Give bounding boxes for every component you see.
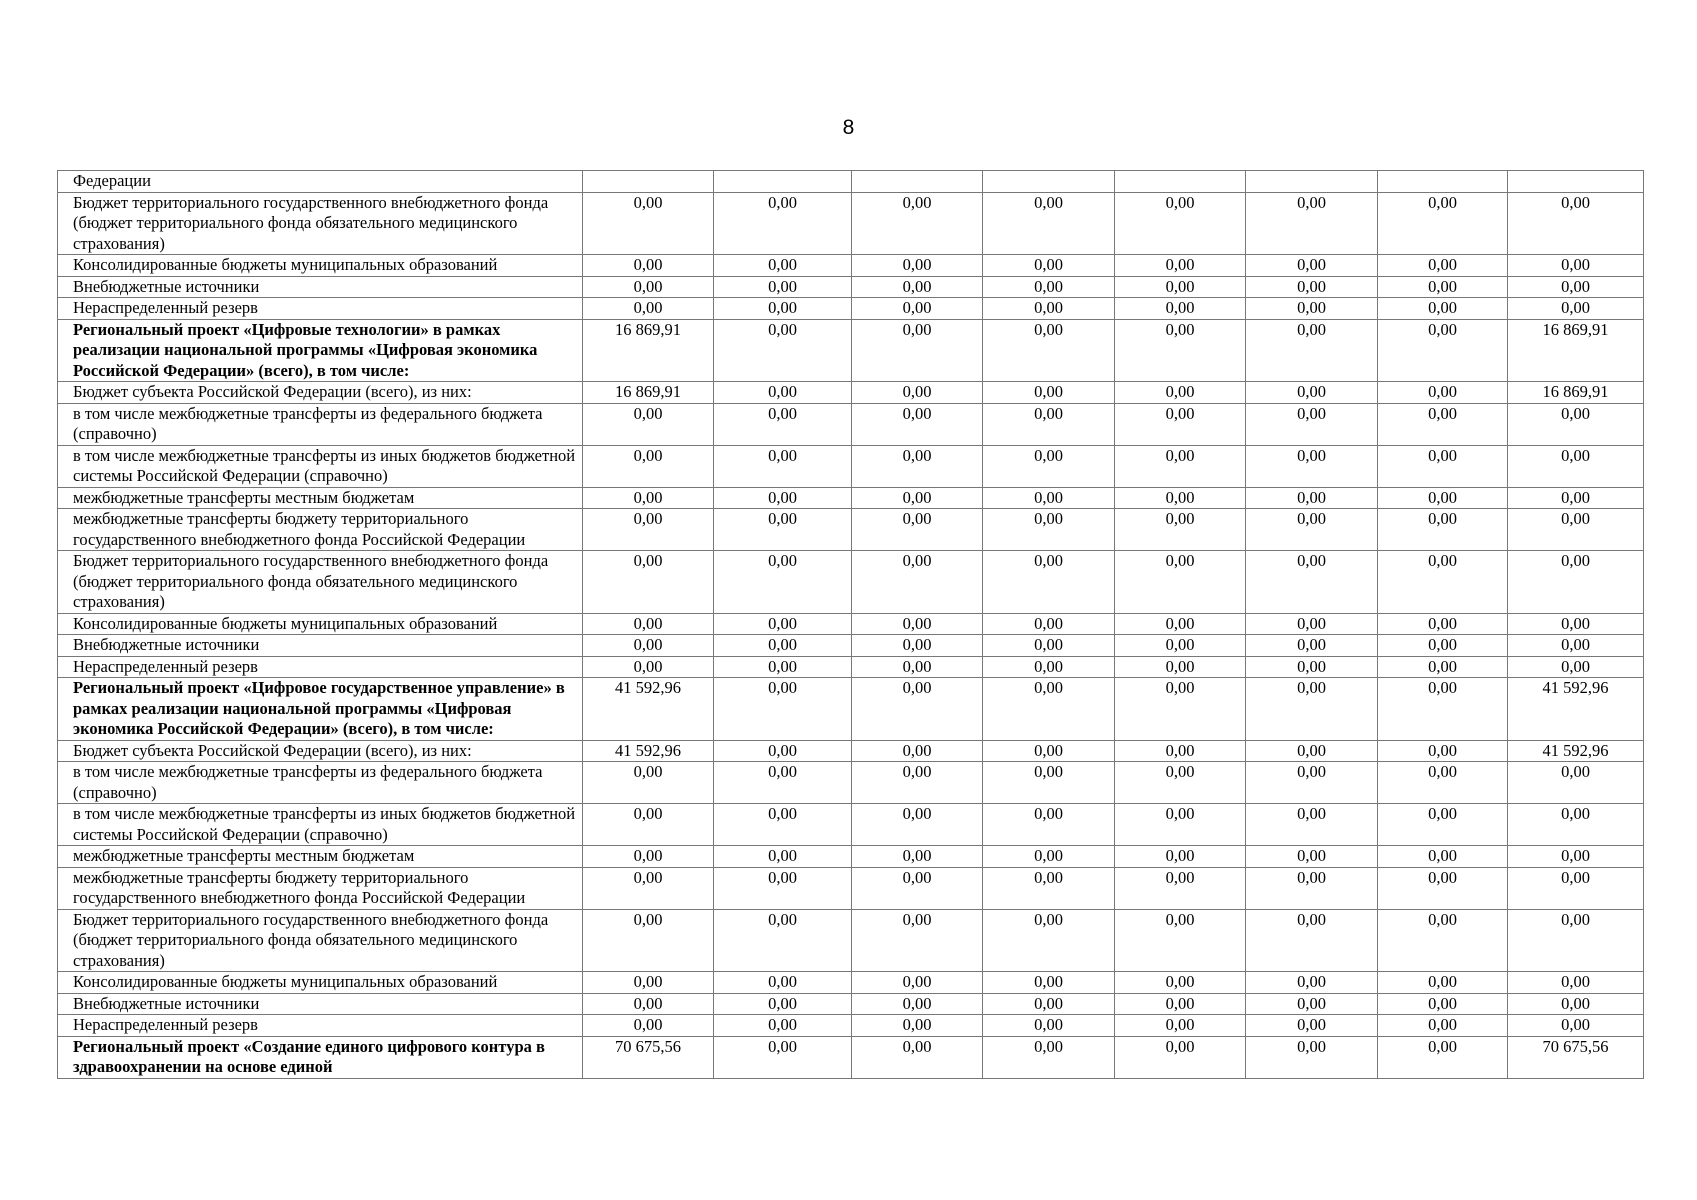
value-cell: 0,00 (1378, 445, 1508, 487)
value-cell: 0,00 (1115, 762, 1246, 804)
table-row (58, 1036, 1644, 1078)
value-cell: 0,00 (1246, 382, 1378, 404)
value-cell: 0,00 (1378, 635, 1508, 657)
value-cell: 0,00 (983, 678, 1115, 741)
value-cell: 0,00 (983, 613, 1115, 635)
value-cell: 0,00 (1115, 846, 1246, 868)
value-cell: 0,00 (1115, 445, 1246, 487)
table-row (58, 762, 1644, 804)
value-cell: 0,00 (1246, 993, 1378, 1015)
value-cell: 0,00 (1246, 509, 1378, 551)
value-cell: 0,00 (714, 192, 852, 255)
value-cell: 0,00 (852, 276, 983, 298)
value-cell: 0,00 (1378, 551, 1508, 614)
value-cell: 0,00 (1115, 487, 1246, 509)
table-row (58, 403, 1644, 445)
value-cell: 0,00 (1508, 867, 1644, 909)
value-cell: 0,00 (1378, 740, 1508, 762)
row-label: Бюджет субъекта Российской Федерации (всего), из них: (58, 740, 583, 762)
value-cell: 0,00 (714, 255, 852, 277)
row-label: в том числе межбюджетные трансферты из федерального бюджета (справочно) (58, 762, 583, 804)
value-cell: 0,00 (1508, 192, 1644, 255)
value-cell: 0,00 (852, 487, 983, 509)
row-label: Внебюджетные источники (58, 635, 583, 657)
value-cell: 0,00 (714, 846, 852, 868)
row-label: Федерации (58, 171, 583, 193)
page-number: 8 (842, 116, 855, 139)
table-row (58, 972, 1644, 994)
value-cell: 0,00 (1115, 382, 1246, 404)
value-cell: 0,00 (1378, 487, 1508, 509)
value-cell: 0,00 (983, 276, 1115, 298)
value-cell: 0,00 (1246, 804, 1378, 846)
value-cell: 0,00 (983, 656, 1115, 678)
value-cell: 0,00 (852, 255, 983, 277)
value-cell: 0,00 (983, 867, 1115, 909)
value-cell: 0,00 (583, 972, 714, 994)
row-label: в том числе межбюджетные трансферты из иных бюджетов бюджетной системы Российской Федерации (справочно) (58, 804, 583, 846)
value-cell: 0,00 (1246, 255, 1378, 277)
value-cell: 0,00 (1378, 509, 1508, 551)
value-cell: 0,00 (583, 846, 714, 868)
value-cell: 0,00 (1508, 298, 1644, 320)
value-cell: 0,00 (1508, 1015, 1644, 1037)
value-cell: 0,00 (1508, 762, 1644, 804)
value-cell: 0,00 (1378, 678, 1508, 741)
value-cell: 0,00 (1508, 613, 1644, 635)
value-cell: 0,00 (852, 909, 983, 972)
value-cell: 0,00 (852, 867, 983, 909)
value-cell: 0,00 (714, 613, 852, 635)
value-cell: 0,00 (1246, 909, 1378, 972)
row-label: Нераспределенный резерв (58, 1015, 583, 1037)
value-cell: 0,00 (583, 635, 714, 657)
value-cell: 0,00 (583, 867, 714, 909)
value-cell: 0,00 (1508, 487, 1644, 509)
value-cell: 0,00 (1246, 445, 1378, 487)
value-cell: 0,00 (852, 804, 983, 846)
value-cell: 0,00 (852, 382, 983, 404)
row-label: межбюджетные трансферты бюджету территориального государственного внебюджетного фонда Российской Федерации (58, 867, 583, 909)
value-cell: 0,00 (1246, 298, 1378, 320)
value-cell (583, 171, 714, 193)
value-cell: 0,00 (583, 255, 714, 277)
value-cell: 0,00 (583, 445, 714, 487)
table-row (58, 635, 1644, 657)
value-cell: 0,00 (983, 1036, 1115, 1078)
value-cell: 0,00 (1378, 298, 1508, 320)
value-cell: 0,00 (983, 551, 1115, 614)
row-label: в том числе межбюджетные трансферты из иных бюджетов бюджетной системы Российской Федерации (справочно) (58, 445, 583, 487)
value-cell (1378, 171, 1508, 193)
value-cell: 0,00 (714, 972, 852, 994)
value-cell: 0,00 (1115, 613, 1246, 635)
value-cell (1246, 171, 1378, 193)
value-cell: 0,00 (714, 1015, 852, 1037)
value-cell: 0,00 (714, 678, 852, 741)
value-cell: 0,00 (983, 382, 1115, 404)
value-cell: 0,00 (852, 551, 983, 614)
table-row (58, 1015, 1644, 1037)
value-cell: 0,00 (1246, 1015, 1378, 1037)
value-cell: 0,00 (1508, 509, 1644, 551)
value-cell: 0,00 (583, 656, 714, 678)
value-cell: 0,00 (852, 678, 983, 741)
table-row (58, 804, 1644, 846)
value-cell: 70 675,56 (1508, 1036, 1644, 1078)
value-cell: 0,00 (714, 319, 852, 382)
value-cell: 0,00 (983, 319, 1115, 382)
value-cell: 0,00 (1378, 1015, 1508, 1037)
table-row (58, 487, 1644, 509)
value-cell: 0,00 (983, 509, 1115, 551)
value-cell: 0,00 (1378, 276, 1508, 298)
value-cell: 0,00 (852, 445, 983, 487)
value-cell: 0,00 (1115, 993, 1246, 1015)
table-row (58, 846, 1644, 868)
value-cell: 0,00 (1246, 678, 1378, 741)
value-cell: 0,00 (1508, 445, 1644, 487)
table-row (58, 551, 1644, 614)
row-label: Региональный проект «Цифровые технологии» в рамках реализации национальной программы «Цифровая экономика Российской Федерации» (всего), в том числе: (58, 319, 583, 382)
row-label: Нераспределенный резерв (58, 298, 583, 320)
value-cell: 0,00 (852, 740, 983, 762)
value-cell: 0,00 (714, 509, 852, 551)
value-cell: 0,00 (583, 276, 714, 298)
value-cell: 0,00 (583, 993, 714, 1015)
table-row (58, 656, 1644, 678)
value-cell: 0,00 (1246, 276, 1378, 298)
value-cell: 0,00 (852, 298, 983, 320)
value-cell: 0,00 (583, 509, 714, 551)
value-cell: 0,00 (983, 740, 1115, 762)
value-cell: 41 592,96 (1508, 678, 1644, 741)
row-label: Нераспределенный резерв (58, 656, 583, 678)
row-label: Бюджет территориального государственного внебюджетного фонда (бюджет территориального фонда обязательного медицинского страхования) (58, 909, 583, 972)
value-cell: 0,00 (583, 403, 714, 445)
value-cell: 0,00 (714, 1036, 852, 1078)
value-cell: 0,00 (1378, 255, 1508, 277)
value-cell: 41 592,96 (583, 678, 714, 741)
value-cell: 0,00 (852, 972, 983, 994)
value-cell: 0,00 (714, 762, 852, 804)
value-cell: 0,00 (1115, 635, 1246, 657)
value-cell: 0,00 (714, 804, 852, 846)
value-cell: 0,00 (852, 635, 983, 657)
value-cell: 0,00 (1508, 846, 1644, 868)
value-cell: 0,00 (1378, 613, 1508, 635)
value-cell: 0,00 (983, 846, 1115, 868)
value-cell: 0,00 (1115, 255, 1246, 277)
table-row (58, 740, 1644, 762)
value-cell: 0,00 (583, 613, 714, 635)
value-cell: 0,00 (1378, 804, 1508, 846)
row-label: Региональный проект «Цифровое государственное управление» в рамках реализации национальной программы «Цифровая экономика Российской Федерации» (всего), в том числе: (58, 678, 583, 741)
value-cell: 0,00 (1115, 319, 1246, 382)
value-cell: 0,00 (852, 656, 983, 678)
budget-table-body (58, 171, 1644, 1079)
value-cell: 0,00 (1378, 1036, 1508, 1078)
value-cell (852, 171, 983, 193)
value-cell: 0,00 (1115, 804, 1246, 846)
value-cell: 0,00 (1378, 319, 1508, 382)
value-cell: 0,00 (1115, 403, 1246, 445)
value-cell: 0,00 (1508, 804, 1644, 846)
value-cell: 0,00 (1508, 635, 1644, 657)
value-cell: 0,00 (983, 972, 1115, 994)
value-cell: 0,00 (983, 1015, 1115, 1037)
row-label: межбюджетные трансферты местным бюджетам (58, 846, 583, 868)
value-cell: 0,00 (714, 867, 852, 909)
value-cell: 0,00 (852, 846, 983, 868)
value-cell: 0,00 (1378, 192, 1508, 255)
value-cell: 0,00 (1246, 762, 1378, 804)
value-cell: 16 869,91 (1508, 382, 1644, 404)
value-cell: 0,00 (983, 403, 1115, 445)
table-row (58, 382, 1644, 404)
value-cell: 0,00 (583, 192, 714, 255)
value-cell: 0,00 (1115, 740, 1246, 762)
value-cell: 0,00 (1115, 551, 1246, 614)
table-row (58, 445, 1644, 487)
value-cell (714, 171, 852, 193)
value-cell: 0,00 (1378, 382, 1508, 404)
row-label: Консолидированные бюджеты муниципальных образований (58, 613, 583, 635)
table-row (58, 613, 1644, 635)
value-cell: 0,00 (1246, 740, 1378, 762)
value-cell: 0,00 (583, 804, 714, 846)
row-label: в том числе межбюджетные трансферты из федерального бюджета (справочно) (58, 403, 583, 445)
table-row (58, 678, 1644, 741)
value-cell: 0,00 (1246, 867, 1378, 909)
value-cell: 0,00 (1115, 1015, 1246, 1037)
value-cell: 0,00 (1508, 993, 1644, 1015)
value-cell: 0,00 (852, 192, 983, 255)
row-label: Внебюджетные источники (58, 276, 583, 298)
table-row (58, 909, 1644, 972)
value-cell: 0,00 (1246, 403, 1378, 445)
value-cell: 0,00 (1246, 972, 1378, 994)
value-cell: 0,00 (714, 403, 852, 445)
table-row (58, 171, 1644, 193)
value-cell: 0,00 (1508, 276, 1644, 298)
value-cell: 0,00 (983, 487, 1115, 509)
value-cell: 0,00 (983, 909, 1115, 972)
value-cell: 0,00 (1246, 1036, 1378, 1078)
row-label: Региональный проект «Создание единого цифрового контура в здравоохранении на основе единой (58, 1036, 583, 1078)
row-label: Бюджет субъекта Российской Федерации (всего), из них: (58, 382, 583, 404)
value-cell: 0,00 (983, 993, 1115, 1015)
value-cell: 0,00 (983, 635, 1115, 657)
table-row (58, 993, 1644, 1015)
value-cell: 0,00 (1508, 656, 1644, 678)
value-cell: 41 592,96 (583, 740, 714, 762)
value-cell: 0,00 (852, 1015, 983, 1037)
table-row (58, 509, 1644, 551)
value-cell: 0,00 (714, 382, 852, 404)
value-cell: 0,00 (1115, 972, 1246, 994)
value-cell: 16 869,91 (1508, 319, 1644, 382)
budget-table (57, 170, 1644, 1079)
value-cell: 0,00 (714, 993, 852, 1015)
row-label: межбюджетные трансферты бюджету территориального государственного внебюджетного фонда Российской Федерации (58, 509, 583, 551)
value-cell: 0,00 (1115, 192, 1246, 255)
value-cell: 0,00 (852, 319, 983, 382)
table-row (58, 255, 1644, 277)
value-cell: 0,00 (583, 909, 714, 972)
value-cell: 0,00 (1246, 613, 1378, 635)
value-cell: 0,00 (714, 298, 852, 320)
value-cell: 0,00 (583, 1015, 714, 1037)
value-cell: 0,00 (1378, 909, 1508, 972)
value-cell: 0,00 (852, 403, 983, 445)
value-cell: 0,00 (983, 255, 1115, 277)
value-cell: 0,00 (983, 445, 1115, 487)
value-cell: 0,00 (1508, 551, 1644, 614)
value-cell: 0,00 (1115, 298, 1246, 320)
value-cell: 0,00 (1508, 255, 1644, 277)
table-row (58, 319, 1644, 382)
value-cell: 0,00 (1508, 909, 1644, 972)
value-cell: 0,00 (983, 298, 1115, 320)
value-cell: 0,00 (983, 762, 1115, 804)
value-cell: 41 592,96 (1508, 740, 1644, 762)
value-cell: 0,00 (1115, 909, 1246, 972)
value-cell: 0,00 (1378, 846, 1508, 868)
row-label: Внебюджетные источники (58, 993, 583, 1015)
value-cell: 0,00 (852, 1036, 983, 1078)
value-cell: 0,00 (1115, 1036, 1246, 1078)
row-label: Бюджет территориального государственного внебюджетного фонда (бюджет территориального фонда обязательного медицинского страхования) (58, 192, 583, 255)
value-cell: 0,00 (1508, 972, 1644, 994)
value-cell: 0,00 (1246, 487, 1378, 509)
value-cell: 0,00 (714, 635, 852, 657)
value-cell: 16 869,91 (583, 319, 714, 382)
value-cell: 0,00 (1246, 192, 1378, 255)
row-label: межбюджетные трансферты местным бюджетам (58, 487, 583, 509)
value-cell: 0,00 (583, 762, 714, 804)
value-cell: 0,00 (1246, 319, 1378, 382)
value-cell: 0,00 (1246, 846, 1378, 868)
table-row (58, 867, 1644, 909)
value-cell: 0,00 (1115, 276, 1246, 298)
value-cell: 0,00 (714, 445, 852, 487)
value-cell: 0,00 (983, 804, 1115, 846)
row-label: Бюджет территориального государственного внебюджетного фонда (бюджет территориального фонда обязательного медицинского страхования) (58, 551, 583, 614)
value-cell (1508, 171, 1644, 193)
value-cell: 0,00 (1115, 509, 1246, 551)
row-label: Консолидированные бюджеты муниципальных образований (58, 972, 583, 994)
value-cell: 0,00 (714, 909, 852, 972)
value-cell: 0,00 (714, 551, 852, 614)
value-cell (1115, 171, 1246, 193)
value-cell: 0,00 (1508, 403, 1644, 445)
value-cell: 0,00 (1246, 656, 1378, 678)
value-cell: 0,00 (1378, 656, 1508, 678)
table-row (58, 298, 1644, 320)
value-cell: 0,00 (1246, 551, 1378, 614)
value-cell: 0,00 (1115, 867, 1246, 909)
value-cell: 0,00 (1378, 993, 1508, 1015)
value-cell: 0,00 (1378, 762, 1508, 804)
value-cell (983, 171, 1115, 193)
value-cell: 0,00 (852, 993, 983, 1015)
value-cell: 0,00 (714, 487, 852, 509)
value-cell: 0,00 (1378, 403, 1508, 445)
table-row (58, 192, 1644, 255)
value-cell: 0,00 (1246, 635, 1378, 657)
value-cell: 16 869,91 (583, 382, 714, 404)
value-cell: 0,00 (852, 509, 983, 551)
table-row (58, 276, 1644, 298)
value-cell: 0,00 (583, 298, 714, 320)
value-cell: 0,00 (714, 740, 852, 762)
value-cell: 0,00 (1115, 678, 1246, 741)
value-cell: 0,00 (983, 192, 1115, 255)
value-cell: 0,00 (1115, 656, 1246, 678)
row-label: Консолидированные бюджеты муниципальных образований (58, 255, 583, 277)
value-cell: 70 675,56 (583, 1036, 714, 1078)
value-cell: 0,00 (852, 762, 983, 804)
value-cell: 0,00 (852, 613, 983, 635)
value-cell: 0,00 (1378, 867, 1508, 909)
value-cell: 0,00 (1378, 972, 1508, 994)
value-cell: 0,00 (583, 551, 714, 614)
value-cell: 0,00 (714, 656, 852, 678)
value-cell: 0,00 (714, 276, 852, 298)
value-cell: 0,00 (583, 487, 714, 509)
